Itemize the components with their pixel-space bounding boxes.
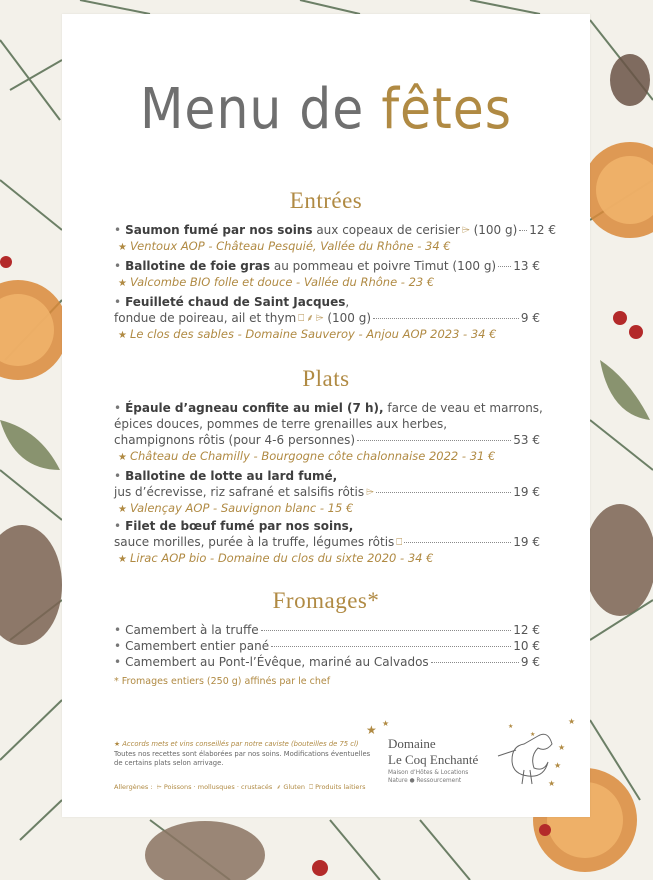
pairing-note: ★ Accords mets et vins conseillés par notre caviste (bouteilles de 75 cl) bbox=[114, 740, 359, 748]
milk-bottle-icon: ⎕ bbox=[309, 783, 314, 791]
menu-item: • Saumon fumé par nos soins aux copeaux de cerisier ⌲ (100 g) 12 € ★ Ventoux AOP - Château Pesquié, Vallée du Rhône - 34 € bbox=[114, 223, 557, 253]
allergen-legend: Allergènes : ⌲ Poissons · mollusques · crustacés ⸙ Gluten ⎕ Produits laitiers bbox=[114, 783, 366, 791]
milk-bottle-icon: ⎕ bbox=[396, 536, 403, 548]
fish-icon: ⌲ bbox=[366, 486, 374, 498]
menu-item: • Épaule d’agneau confite au miel (7 h), farce de veau et marrons, épices douces, pommes de terre grenailles aux herbes, champignons rôtis (pour 4-6 personnes) 53 € ★ Château de Chamilly - Bourgogne côte chalonnaise 2022 - 31 € bbox=[114, 401, 543, 463]
menu-title bbox=[62, 77, 590, 142]
item-name: Camembert au Pont-l’Évêque, mariné au Calvados bbox=[125, 655, 429, 669]
section-title-plats: Plats bbox=[302, 366, 350, 391]
logo-sub2: Nature ● Ressourcement bbox=[388, 778, 462, 784]
svg-text:★: ★ bbox=[508, 723, 514, 730]
wheat-icon: ⸙ bbox=[306, 312, 314, 324]
item-price: 12 € bbox=[529, 223, 557, 237]
svg-text:★: ★ bbox=[366, 723, 377, 737]
svg-text:★: ★ bbox=[548, 779, 556, 788]
menu-title-part2: fêtes bbox=[381, 77, 513, 142]
svg-text:★: ★ bbox=[568, 717, 576, 726]
cheese-item: • Camembert au Pont-l’Évêque, mariné au Calvados 9 € bbox=[114, 655, 540, 669]
item-price: 19 € bbox=[513, 485, 540, 499]
item-price: 9 € bbox=[520, 311, 540, 325]
item-name: Filet de bœuf fumé par nos soins, bbox=[125, 519, 354, 533]
section-title-entrees: Entrées bbox=[289, 188, 363, 213]
svg-text:★: ★ bbox=[558, 743, 566, 752]
item-extra: (100 g) bbox=[323, 311, 372, 325]
item-desc: fondue de poireau, ail et thym bbox=[114, 311, 297, 325]
menu-item: • Filet de bœuf fumé par nos soins, sauce morilles, purée à la truffe, légumes rôtis ⎕ 19 € ★ Lirac AOP bio - Domaine du clos du sixte 2020 - 34 € bbox=[114, 519, 540, 565]
fish-icon: ⌲ bbox=[461, 224, 470, 236]
cheese-note: * Fromages entiers (250 g) affinés par le chef bbox=[114, 676, 331, 687]
item-desc: au pommeau et poivre Timut (100 g) bbox=[270, 259, 497, 273]
item-desc-line: sauce morilles, purée à la truffe, légumes rôtis bbox=[114, 535, 395, 549]
item-desc-line: jus d’écrevisse, riz safrané et salsifis rôtis bbox=[114, 485, 365, 499]
logo-line2: Le Coq Enchanté bbox=[388, 752, 479, 767]
item-extra: (100 g) bbox=[469, 223, 518, 237]
menu-card bbox=[62, 14, 590, 817]
recipes-note: Toutes nos recettes sont élaborées par nos soins. Modifications éventuelles de certains plats selon arrivage. bbox=[114, 749, 371, 767]
item-price: 9 € bbox=[520, 655, 540, 669]
milk-bottle-icon: ⎕ bbox=[298, 312, 305, 324]
wine-pairing: ★ Le clos des sables - Domaine Sauveroy - Anjou AOP 2023 - 34 € bbox=[118, 327, 497, 341]
item-desc-line: épices douces, pommes de terre grenailles aux herbes, bbox=[114, 417, 448, 431]
menu-item: • Feuilleté chaud de Saint Jacques, fondue de poireau, ail et thym ⎕ ⸙ ⌲ (100 g) 9 € ★ Le clos des sables - Domaine Sauveroy - Anjou AOP 2023 - 34 € bbox=[114, 295, 540, 341]
item-name: Ballotine de lotte au lard fumé, bbox=[125, 469, 338, 483]
item-name: Feuilleté chaud de Saint Jacques bbox=[125, 295, 346, 309]
dot-leader bbox=[271, 646, 511, 647]
dot-leader bbox=[376, 492, 511, 493]
star-icon: ★ bbox=[118, 278, 127, 289]
svg-text:★: ★ bbox=[530, 731, 536, 738]
item-price: 53 € bbox=[513, 433, 540, 447]
menu-item: • Ballotine de foie gras au pommeau et poivre Timut (100 g) 13 € ★ Valcombe BIO folle et douce - Vallée du Rhône - 23 € bbox=[114, 259, 540, 289]
star-icon: ★ bbox=[118, 242, 127, 253]
dot-leader bbox=[357, 440, 511, 441]
wine-pairing: ★ Ventoux AOP - Château Pesquié, Vallée du Rhône - 34 € bbox=[118, 239, 451, 253]
star-icon: ★ bbox=[118, 452, 127, 463]
wine-pairing: ★ Valcombe BIO folle et douce - Vallée du Rhône - 23 € bbox=[118, 275, 435, 289]
item-name: Épaule d’agneau confite au miel (7 h), bbox=[125, 401, 384, 415]
item-name: Camembert entier pané bbox=[125, 639, 270, 653]
footer-notes bbox=[114, 740, 374, 769]
wine-pairing: ★ Valençay AOP - Sauvignon blanc - 15 € bbox=[118, 501, 354, 515]
dot-leader bbox=[404, 542, 511, 543]
item-desc-line: champignons rôtis (pour 4-6 personnes) bbox=[114, 433, 356, 447]
logo-line1: Domaine bbox=[388, 736, 436, 751]
logo bbox=[366, 706, 578, 806]
cheese-item: • Camembert entier pané 10 € bbox=[114, 639, 540, 653]
item-name: Camembert à la truffe bbox=[125, 623, 259, 637]
item-name: Saumon fumé par nos soins bbox=[125, 223, 313, 237]
item-price: 19 € bbox=[513, 535, 540, 549]
fish-icon: ⌲ bbox=[315, 312, 324, 324]
dot-leader bbox=[261, 630, 512, 631]
svg-text:★: ★ bbox=[554, 761, 562, 770]
item-price: 12 € bbox=[513, 623, 540, 637]
star-icon: ★ bbox=[118, 504, 127, 515]
section-title-fromages: Fromages* bbox=[272, 588, 380, 613]
svg-text:★: ★ bbox=[382, 719, 390, 728]
wheat-icon: ⸙ bbox=[276, 783, 282, 791]
dot-leader bbox=[498, 266, 511, 267]
fish-icon: ⌲ bbox=[156, 783, 162, 791]
menu-title-part1: Menu de bbox=[139, 77, 365, 142]
logo-sub1: Maison d’Hôtes & Locations bbox=[388, 770, 469, 776]
dot-leader bbox=[519, 230, 527, 231]
wine-pairing: ★ Lirac AOP bio - Domaine du clos du sixte 2020 - 34 € bbox=[118, 551, 434, 565]
star-icon: ★ bbox=[114, 740, 123, 748]
cheese-item: • Camembert à la truffe 12 € bbox=[114, 623, 540, 637]
item-desc: farce de veau et marrons, bbox=[383, 401, 543, 415]
item-desc: aux copeaux de cerisier bbox=[312, 223, 460, 237]
dot-leader bbox=[373, 318, 519, 319]
menu-item: • Ballotine de lotte au lard fumé, jus d’écrevisse, riz safrané et salsifis rôtis ⌲ 19 € ★ Valençay AOP - Sauvignon blanc - 15 € bbox=[114, 469, 540, 515]
item-price: 10 € bbox=[513, 639, 540, 653]
star-icon: ★ bbox=[118, 330, 127, 341]
wine-pairing: ★ Château de Chamilly - Bourgogne côte chalonnaise 2022 - 31 € bbox=[118, 449, 496, 463]
item-name: Ballotine de foie gras bbox=[125, 259, 271, 273]
item-price: 13 € bbox=[513, 259, 540, 273]
dot-leader bbox=[431, 662, 519, 663]
star-icon: ★ bbox=[118, 554, 127, 565]
